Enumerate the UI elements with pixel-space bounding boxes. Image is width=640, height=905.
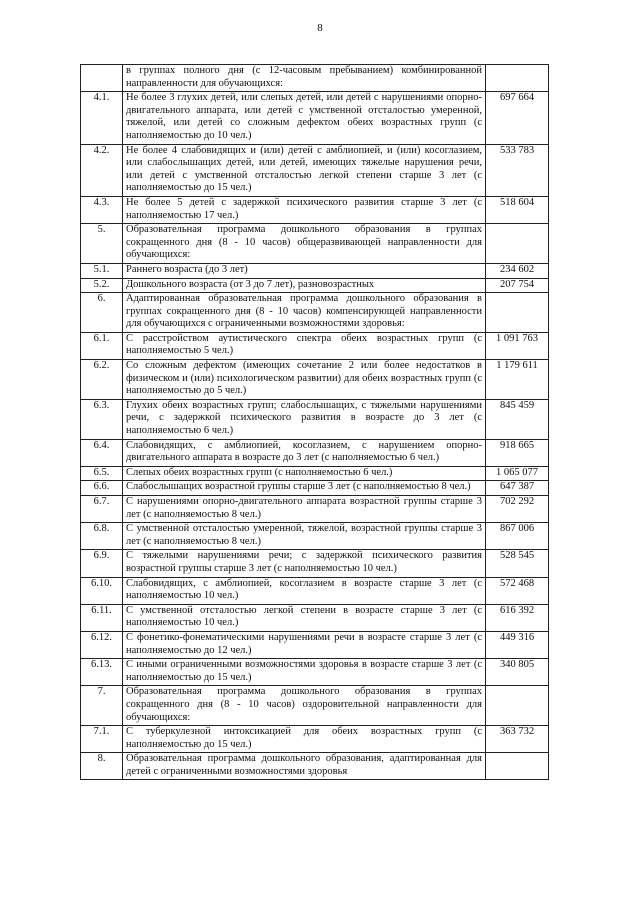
row-description: С туберкулезной интоксикацией для обеих возрастных групп (с наполняемостью до 15 чел.) [123, 726, 486, 753]
row-amount: 1 179 611 [486, 360, 549, 400]
row-amount: 234 602 [486, 263, 549, 278]
table-row [81, 332, 549, 359]
row-amount: 572 468 [486, 577, 549, 604]
row-description: С расстройством аутистического спектра обеих возрастных групп (с наполняемостью 5 чел.) [123, 332, 486, 359]
row-number: 6.5. [81, 466, 123, 481]
row-description: Адаптированная образовательная программа дошкольного образования в группах сокращенного дня (8 - 10 часов) компенсирующей направленности для обучающихся с ограниченными возможностями здоровья: [123, 293, 486, 333]
row-amount: 697 664 [486, 92, 549, 144]
row-amount: 702 292 [486, 496, 549, 523]
row-description: Слабослышащих возрастной группы старше 3 лет (с наполняемостью 8 чел.) [123, 481, 486, 496]
table-row [81, 604, 549, 631]
row-description: С иными ограниченными возможностями здоровья в возрасте старше 3 лет (с наполняемостью до 15 чел.) [123, 659, 486, 686]
table-row [81, 278, 549, 293]
table-row [81, 631, 549, 658]
table-row [81, 224, 549, 264]
row-description: Раннего возраста (до 3 лет) [123, 263, 486, 278]
row-amount: 647 387 [486, 481, 549, 496]
row-number: 6.10. [81, 577, 123, 604]
row-description: Образовательная программа дошкольного образования в группах сокращенного дня (8 - 10 часов) оздоровительной направленности для обучающихся: [123, 686, 486, 726]
table-row [81, 523, 549, 550]
row-amount [486, 224, 549, 264]
row-number: 7. [81, 686, 123, 726]
row-amount: 1 091 763 [486, 332, 549, 359]
row-number: 6.7. [81, 496, 123, 523]
page-number: 8 [317, 22, 323, 34]
row-description: Не более 3 глухих детей, или слепых детей, или детей с нарушениями опорно-двигательного аппарата, или детей с умственной отсталостью умеренной, тяжелой, или детей со сложным дефектом обеих возрастных групп (с наполняемостью до 10 чел.) [123, 92, 486, 144]
row-description: Образовательная программа дошкольного образования в группах сокращенного дня (8 - 10 часов) общеразвивающей направленности для обучающихся: [123, 224, 486, 264]
row-number: 5.2. [81, 278, 123, 293]
row-description: С тяжелыми нарушениями речи; с задержкой психического развития возрастной группы старше 3 лет (с наполняемостью 10 чел.) [123, 550, 486, 577]
row-amount: 518 604 [486, 196, 549, 223]
table-row [81, 293, 549, 333]
row-number: 4.2. [81, 144, 123, 196]
row-description: Образовательная программа дошкольного образования, адаптированная для детей с ограниченными возможностями здоровья [123, 753, 486, 780]
table-row [81, 144, 549, 196]
table-row [81, 753, 549, 780]
row-description: С фонетико-фонематическими нарушениями речи в возрасте старше 3 лет (с наполняемостью до 12 чел.) [123, 631, 486, 658]
row-number: 6.6. [81, 481, 123, 496]
row-number: 6.1. [81, 332, 123, 359]
table-row [81, 92, 549, 144]
row-number: 6.9. [81, 550, 123, 577]
row-amount [486, 65, 549, 92]
row-amount: 340 805 [486, 659, 549, 686]
row-amount: 528 545 [486, 550, 549, 577]
row-description: С нарушениями опорно-двигательного аппарата возрастной группы старше 3 лет (с наполняемостью 8 чел.) [123, 496, 486, 523]
row-amount: 845 459 [486, 399, 549, 439]
row-amount: 616 392 [486, 604, 549, 631]
row-number: 7.1. [81, 726, 123, 753]
row-amount: 1 065 077 [486, 466, 549, 481]
row-amount [486, 293, 549, 333]
row-description: Слепых обеих возрастных групп (с наполняемостью 6 чел.) [123, 466, 486, 481]
row-number: 4.1. [81, 92, 123, 144]
table-row [81, 263, 549, 278]
table-row [81, 659, 549, 686]
row-description: Глухих обеих возрастных групп; слабослышащих, с тяжелыми нарушениями речи, с задержкой психического развития в возрасте до 3 лет (с наполняемостью 6 чел.) [123, 399, 486, 439]
row-number: 5.1. [81, 263, 123, 278]
table-row [81, 686, 549, 726]
table-row [81, 399, 549, 439]
row-number: 6. [81, 293, 123, 333]
row-description: Не более 4 слабовидящих и (или) детей с амблиопией, и (или) косоглазием, или слабослышащих детей, или детей, имеющих тяжелые нарушения речи, или детей с умственной отсталостью легкой степени старше 3 лет (с наполняемостью до 15 чел.) [123, 144, 486, 196]
table-row [81, 496, 549, 523]
table-row [81, 577, 549, 604]
row-amount: 449 316 [486, 631, 549, 658]
row-amount: 918 665 [486, 439, 549, 466]
tariff-table [80, 64, 549, 780]
row-description: Дошкольного возраста (от 3 до 7 лет), разновозрастных [123, 278, 486, 293]
row-number: 6.11. [81, 604, 123, 631]
row-description: Слабовидящих, с амблиопией, косоглазием, с нарушением опорно-двигательного аппарата в возрасте до 3 лет (с наполняемостью 6 чел.) [123, 439, 486, 466]
row-number: 6.12. [81, 631, 123, 658]
table-row [81, 466, 549, 481]
table-row [81, 481, 549, 496]
row-description: Не более 5 детей с задержкой психического развития старше 3 лет (с наполняемостью 17 чел.) [123, 196, 486, 223]
table-row [81, 439, 549, 466]
row-description: Со сложным дефектом (имеющих сочетание 2 или более недостатков в физическом и (или) психологическом развитии) для обеих возрастных групп (с наполняемостью до 5 чел.) [123, 360, 486, 400]
row-number: 6.2. [81, 360, 123, 400]
row-number [81, 65, 123, 92]
row-number: 4.3. [81, 196, 123, 223]
row-amount: 207 754 [486, 278, 549, 293]
row-number: 8. [81, 753, 123, 780]
table-row [81, 196, 549, 223]
row-number: 6.13. [81, 659, 123, 686]
row-amount [486, 753, 549, 780]
row-amount: 533 783 [486, 144, 549, 196]
table-row [81, 65, 549, 92]
row-amount [486, 686, 549, 726]
row-number: 6.4. [81, 439, 123, 466]
row-description: С умственной отсталостью легкой степени в возрасте старше 3 лет (с наполняемостью 10 чел.) [123, 604, 486, 631]
row-description: Слабовидящих, с амблиопией, косоглазием в возрасте старше 3 лет (с наполняемостью 10 чел.) [123, 577, 486, 604]
row-description: С умственной отсталостью умеренной, тяжелой, возрастной группы старше 3 лет (с наполняемостью 8 чел.) [123, 523, 486, 550]
row-amount: 867 006 [486, 523, 549, 550]
table-row [81, 360, 549, 400]
row-number: 5. [81, 224, 123, 264]
table-row [81, 726, 549, 753]
table-body [81, 65, 549, 780]
table-row [81, 550, 549, 577]
row-number: 6.3. [81, 399, 123, 439]
row-number: 6.8. [81, 523, 123, 550]
row-amount: 363 732 [486, 726, 549, 753]
row-description: в группах полного дня (с 12-часовым пребыванием) комбинированной направленности для обучающихся: [123, 65, 486, 92]
